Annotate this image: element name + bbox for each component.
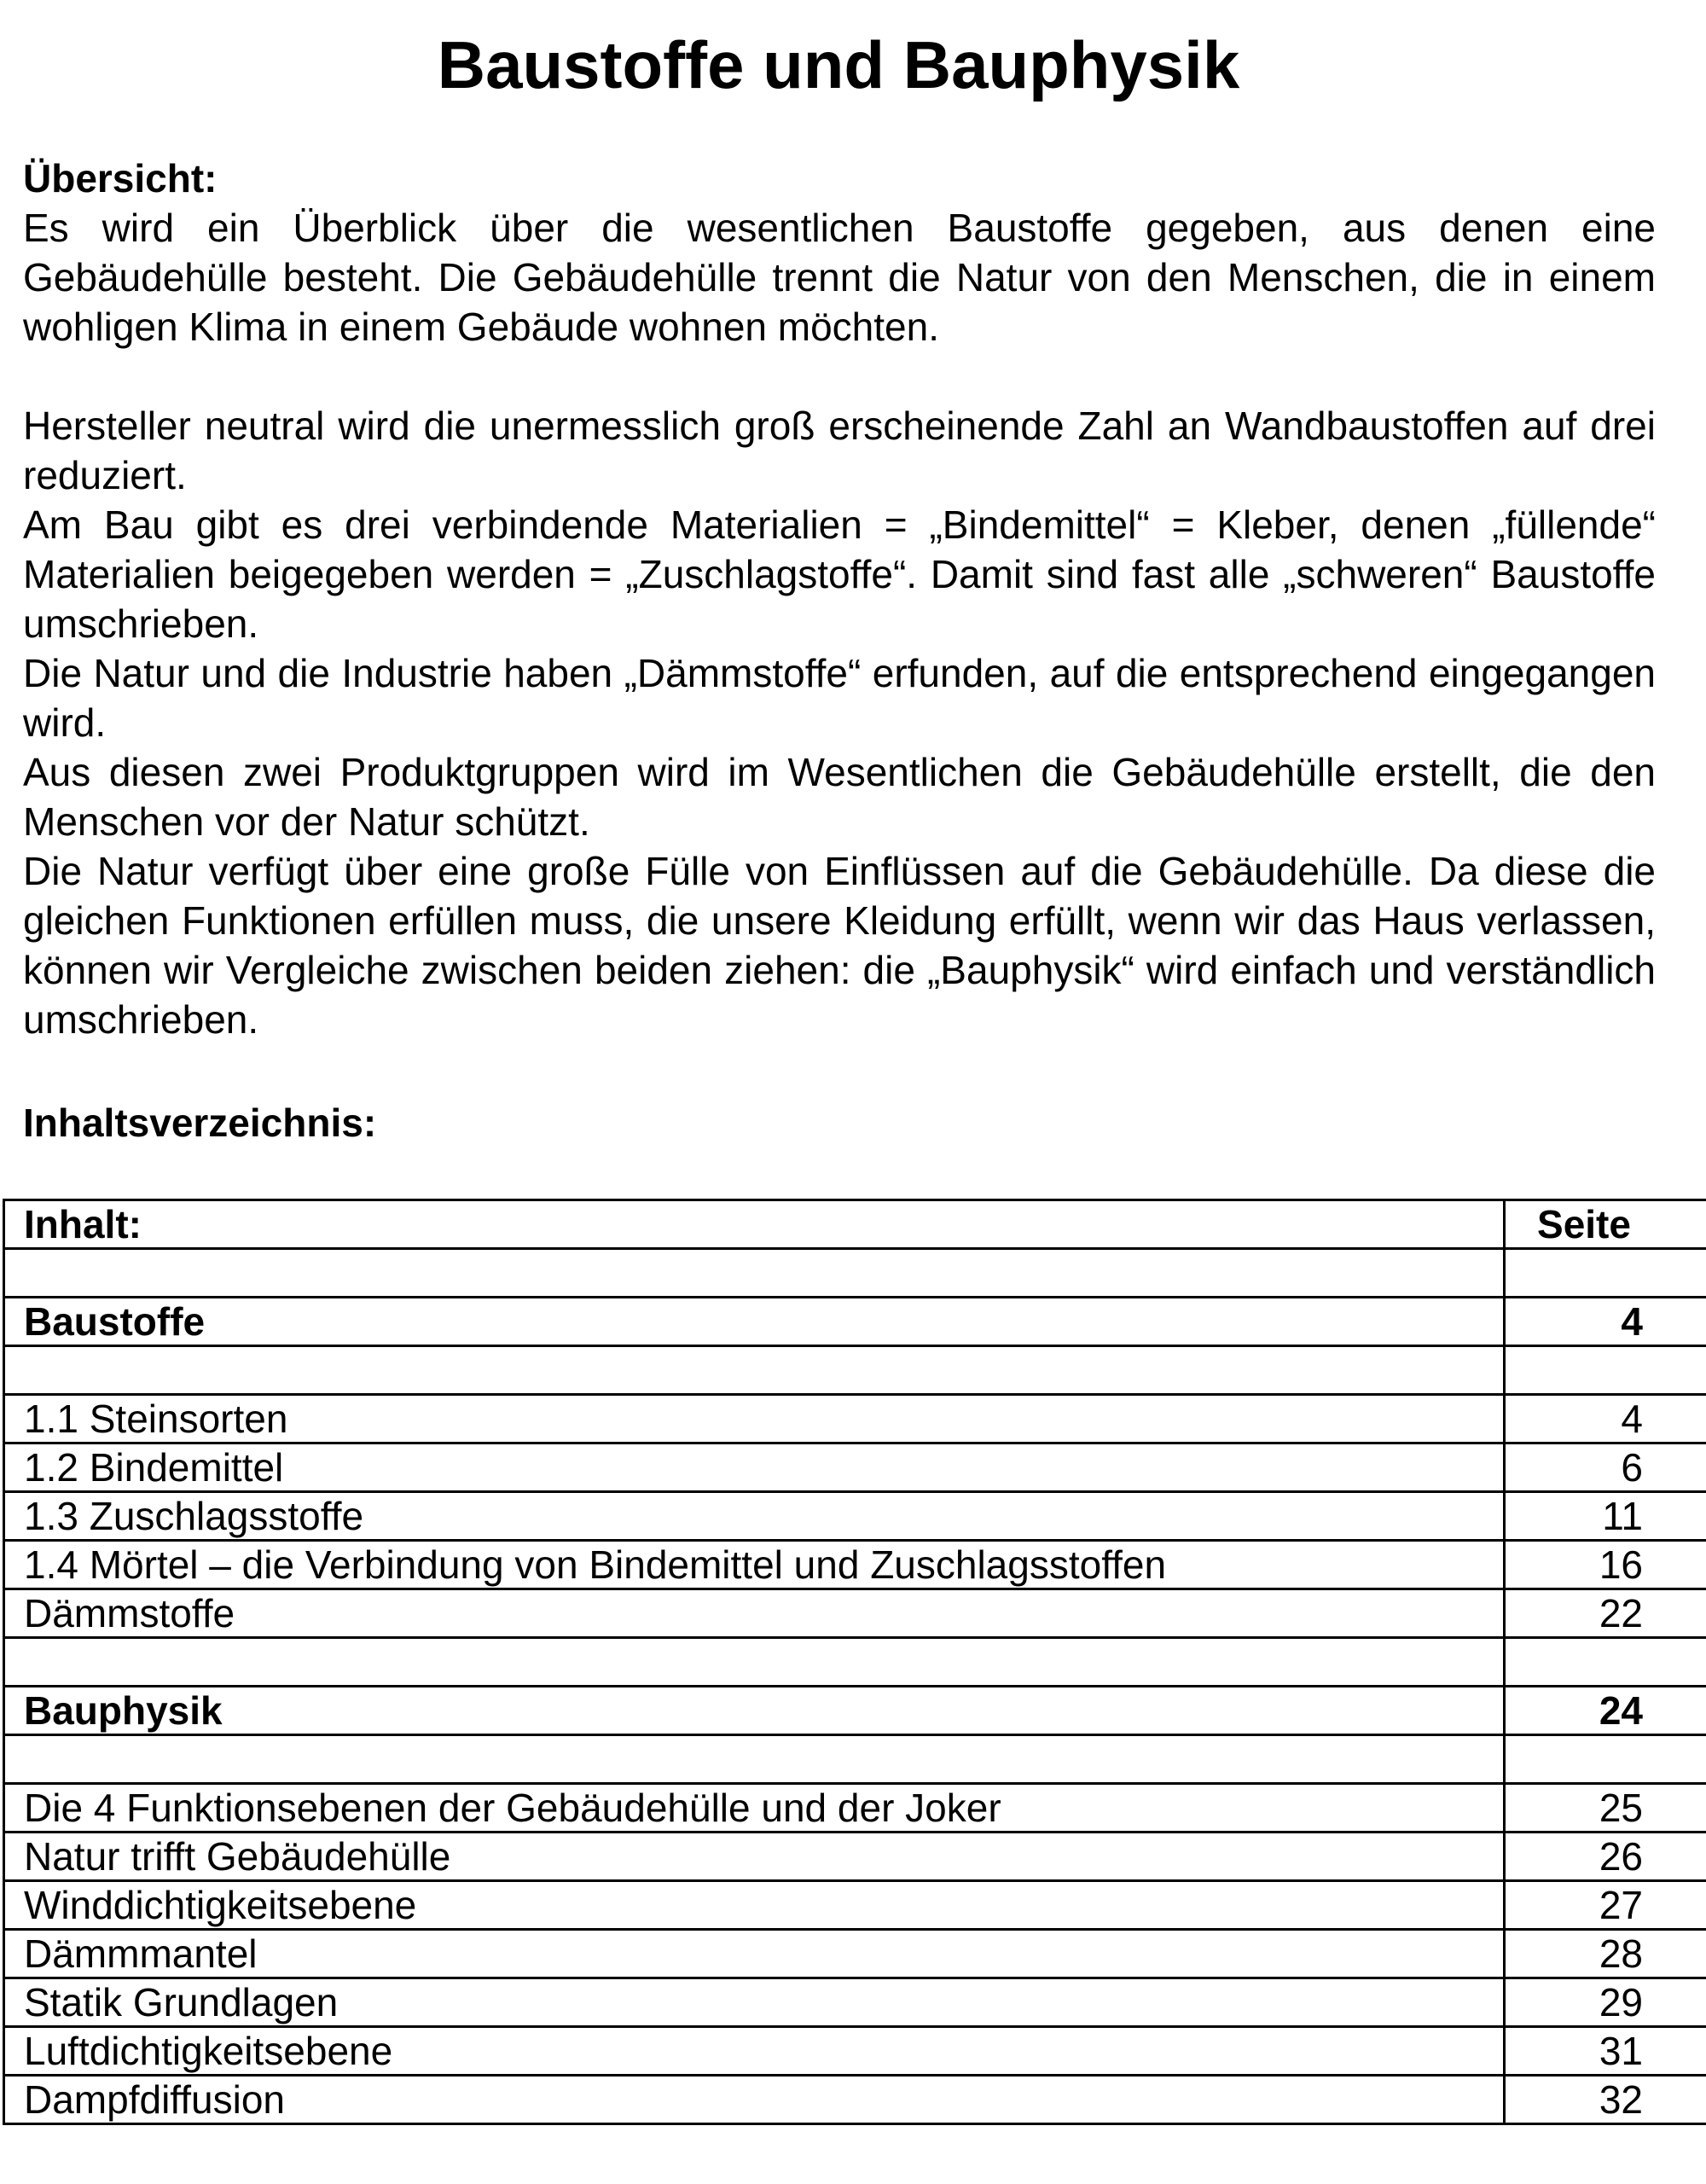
toc-row xyxy=(4,1881,1706,1930)
toc-heading: Inhaltsverzeichnis: xyxy=(23,1101,377,1145)
overview-heading: Übersicht: xyxy=(23,156,218,200)
toc-row xyxy=(4,1978,1706,2027)
toc-section-page: 24 xyxy=(1505,1687,1706,1735)
toc-entry-page: 28 xyxy=(1505,1930,1706,1978)
toc-row-empty xyxy=(4,1638,1706,1687)
toc-entry-page: 31 xyxy=(1505,2027,1706,2076)
toc-table xyxy=(3,1199,1706,2125)
toc-entry-title: 1.4 Mörtel – die Verbindung von Bindemittel und Zuschlagsstoffen xyxy=(4,1541,1505,1589)
toc-entry-page: 27 xyxy=(1505,1881,1706,1930)
toc-entry-title: Dämmstoffe xyxy=(4,1589,1505,1638)
toc-entry-title: Winddichtigkeitsebene xyxy=(4,1881,1505,1930)
toc-row xyxy=(4,1833,1706,1881)
toc-entry-page: 22 xyxy=(1505,1589,1706,1638)
paragraph: Am Bau gibt es drei verbindende Materialien = „Bindemittel“ = Kleber, denen „füllende“ Materialien beigegeben werden = „Zuschlagstoffe“. Damit sind fast alle „schweren“ Baustoffe umschrieben. xyxy=(23,502,1656,646)
toc-section-title: Baustoffe xyxy=(4,1298,1505,1346)
toc-row xyxy=(4,2076,1706,2124)
toc-entry-title: Statik Grundlagen xyxy=(4,1978,1505,2027)
toc-header-title: Inhalt: xyxy=(4,1200,1505,1249)
toc-entry-page xyxy=(1505,1638,1706,1687)
toc-row xyxy=(4,1492,1706,1541)
toc-entry-page: 32 xyxy=(1505,2076,1706,2124)
toc-row xyxy=(4,1443,1706,1492)
paragraph: Es wird ein Überblick über die wesentlichen Baustoffe gegeben, aus denen eine Gebäudehülle besteht. Die Gebäudehülle trennt die Natur von den Menschen, die in einem wohligen Klima in einem Gebäude wohnen möchten. xyxy=(23,206,1656,349)
paragraph: Hersteller neutral wird die unermesslich groß erscheinende Zahl an Wandbaustoffen auf drei reduziert. xyxy=(23,404,1656,497)
toc-row-empty xyxy=(4,1735,1706,1784)
toc-header-row xyxy=(4,1200,1706,1249)
toc-entry-page: 16 xyxy=(1505,1541,1706,1589)
toc-row-empty xyxy=(4,1346,1706,1395)
toc-section-row xyxy=(4,1687,1706,1735)
toc-section-title: Bauphysik xyxy=(4,1687,1505,1735)
paragraph: Aus diesen zwei Produktgruppen wird im Wesentlichen die Gebäudehülle erstellt, die den Menschen vor der Natur schützt. xyxy=(23,750,1656,844)
toc-entry-title: 1.2 Bindemittel xyxy=(4,1443,1505,1492)
toc-entry-page: 11 xyxy=(1505,1492,1706,1541)
toc-entry-page xyxy=(1505,1735,1706,1784)
toc-row-empty xyxy=(4,1249,1706,1298)
toc-row xyxy=(4,1589,1706,1638)
toc-row xyxy=(4,1930,1706,1978)
toc-entry-page: 29 xyxy=(1505,1978,1706,2027)
toc-entry-title xyxy=(4,1249,1505,1298)
page-title: Baustoffe und Bauphysik xyxy=(437,27,1240,102)
toc-entry-title: Luftdichtigkeitsebene xyxy=(4,2027,1505,2076)
toc-entry-title xyxy=(4,1638,1505,1687)
toc-row xyxy=(4,1395,1706,1443)
toc-section-page: 4 xyxy=(1505,1298,1706,1346)
toc-entry-title: Dampfdiffusion xyxy=(4,2076,1505,2124)
toc-section-row xyxy=(4,1298,1706,1346)
toc-row xyxy=(4,2027,1706,2076)
toc-entry-page xyxy=(1505,1346,1706,1395)
toc-entry-title: 1.3 Zuschlagsstoffe xyxy=(4,1492,1505,1541)
toc-entry-page: 25 xyxy=(1505,1784,1706,1833)
toc-entry-title: 1.1 Steinsorten xyxy=(4,1395,1505,1443)
toc-row xyxy=(4,1784,1706,1833)
paragraph: Die Natur verfügt über eine große Fülle von Einflüssen auf die Gebäudehülle. Da diese die gleichen Funktionen erfüllen muss, die unsere Kleidung erfüllt, wenn wir das Haus verlassen, können wir Vergleiche zwischen beiden ziehen: die „Bauphysik“ wird einfach und verständlich umschrieben. xyxy=(23,849,1656,1042)
toc-entry-title: Natur trifft Gebäudehülle xyxy=(4,1833,1505,1881)
overview-section xyxy=(23,154,1656,1044)
toc-entry-page: 26 xyxy=(1505,1833,1706,1881)
toc-entry-page: 6 xyxy=(1505,1443,1706,1492)
toc-header-page: Seite xyxy=(1505,1200,1706,1249)
paragraph: Die Natur und die Industrie haben „Dämmstoffe“ erfunden, auf die entsprechend eingegangen wird. xyxy=(23,651,1656,745)
toc-row xyxy=(4,1541,1706,1589)
toc-entry-title: Die 4 Funktionsebenen der Gebäudehülle und der Joker xyxy=(4,1784,1505,1833)
toc-entry-title xyxy=(4,1735,1505,1784)
toc-entry-title: Dämmmantel xyxy=(4,1930,1505,1978)
toc-entry-page xyxy=(1505,1249,1706,1298)
toc-entry-page: 4 xyxy=(1505,1395,1706,1443)
toc-entry-title xyxy=(4,1346,1505,1395)
